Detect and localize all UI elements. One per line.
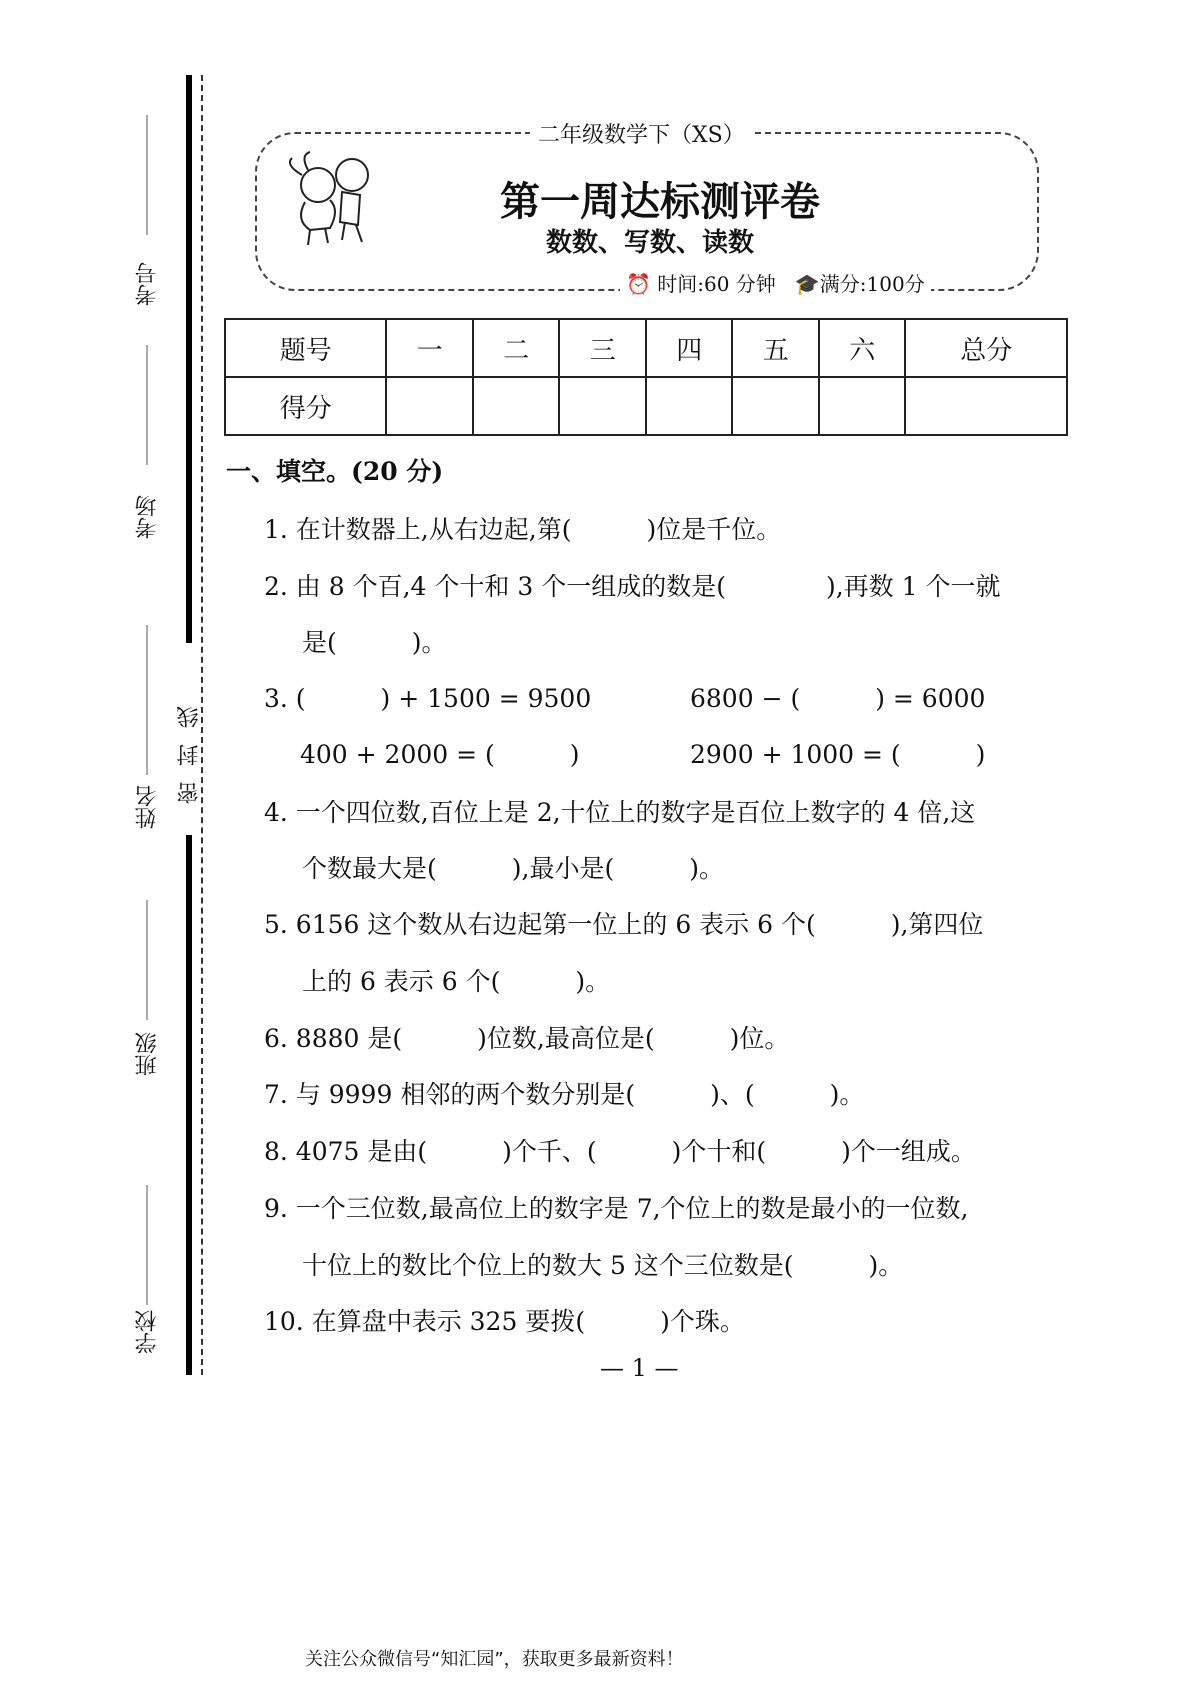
question-line: 个数最大是( ),最小是( )。 [302, 854, 724, 883]
binding-line [186, 835, 192, 1375]
table-header-cell: 一 [386, 319, 473, 377]
label-class: 班级 [135, 1032, 160, 1076]
question-line: 9. 一个三位数,最高位上的数字是 7,个位上的数是最小的一位数, [264, 1194, 969, 1223]
question-line: 8. 4075 是由( )个千、( )个十和( )个一组成。 [264, 1137, 976, 1166]
question-line: 上的 6 表示 6 个( )。 [302, 967, 611, 996]
table-header-cell: 五 [732, 319, 819, 377]
table-header-cell: 六 [819, 319, 906, 377]
exam-meta [620, 268, 931, 297]
score-cell[interactable] [473, 377, 560, 435]
question-line: 2. 由 8 个百,4 个十和 3 个一组成的数是( ),再数 1 个一就 [264, 572, 1001, 601]
score-cell[interactable] [386, 377, 473, 435]
table-header-cell: 四 [646, 319, 733, 377]
question-line: 2900 + 1000 = ( ) [690, 740, 986, 769]
full-score: 满分:100分 [819, 272, 925, 296]
score-label-cell: 得分 [225, 377, 386, 435]
question-line: 3. ( ) + 1500 = 9500 [264, 684, 592, 713]
blank-line [146, 345, 148, 465]
children-illustration-icon [280, 150, 390, 250]
table-row [225, 319, 1067, 377]
score-cell[interactable] [732, 377, 819, 435]
question-line: 7. 与 9999 相邻的两个数分别是( )、( )。 [264, 1080, 865, 1109]
blank-line [146, 625, 148, 775]
question-line: 400 + 2000 = ( ) [300, 740, 580, 769]
label-exam-room: 考场 [135, 495, 160, 539]
label-school: 学校 [135, 1310, 160, 1354]
question-line: 10. 在算盘中表示 325 要拨( )个珠。 [264, 1307, 745, 1336]
question-line: 4. 一个四位数,百位上是 2,十位上的数字是百位上数字的 4 倍,这 [264, 798, 976, 827]
question-line: 6800 − ( ) = 6000 [690, 684, 986, 713]
label-exam-number: 考号 [135, 262, 160, 306]
exam-subtitle: 数数、写数、读数 [546, 228, 755, 258]
clock-icon: ⏰ [626, 272, 651, 296]
score-cell[interactable] [646, 377, 733, 435]
question-line: 1. 在计数器上,从右边起,第( )位是千位。 [264, 515, 782, 544]
score-cell[interactable] [905, 377, 1067, 435]
table-row [225, 377, 1067, 435]
table-header-cell: 题号 [225, 319, 386, 377]
exam-title: 第一周达标测评卷 [500, 178, 820, 225]
blank-line [146, 1185, 148, 1305]
question-line: 5. 6156 这个数从右边起第一位上的 6 表示 6 个( ),第四位 [264, 910, 984, 939]
table-header-cell: 二 [473, 319, 560, 377]
footer-note: 关注公众微信号“知汇园”，获取更多最新资料！ [305, 1649, 684, 1670]
question-line: 6. 8880 是( )位数,最高位是( )位。 [264, 1024, 790, 1053]
table-header-cell: 三 [559, 319, 646, 377]
grade-label: 二年级数学下（XS） [530, 118, 753, 149]
table-header-cell: 总分 [905, 319, 1067, 377]
blank-line [146, 900, 148, 1020]
blank-line [146, 115, 148, 235]
seal-line-label: 密封线 [177, 690, 202, 804]
score-cell[interactable] [559, 377, 646, 435]
graduation-cap-icon: 🎓 [794, 272, 820, 296]
score-cell[interactable] [819, 377, 906, 435]
section-heading: 一、填空。(20 分) [226, 457, 444, 486]
question-line: 是( )。 [302, 628, 447, 657]
page-number: — 1 — [600, 1354, 679, 1382]
time-limit: 时间:60 分钟 [657, 272, 776, 296]
label-name: 姓名 [135, 785, 160, 829]
question-line: 十位上的数比个位上的数大 5 这个三位数是( )。 [302, 1251, 904, 1280]
binding-line [186, 75, 192, 643]
score-table [224, 318, 1068, 436]
